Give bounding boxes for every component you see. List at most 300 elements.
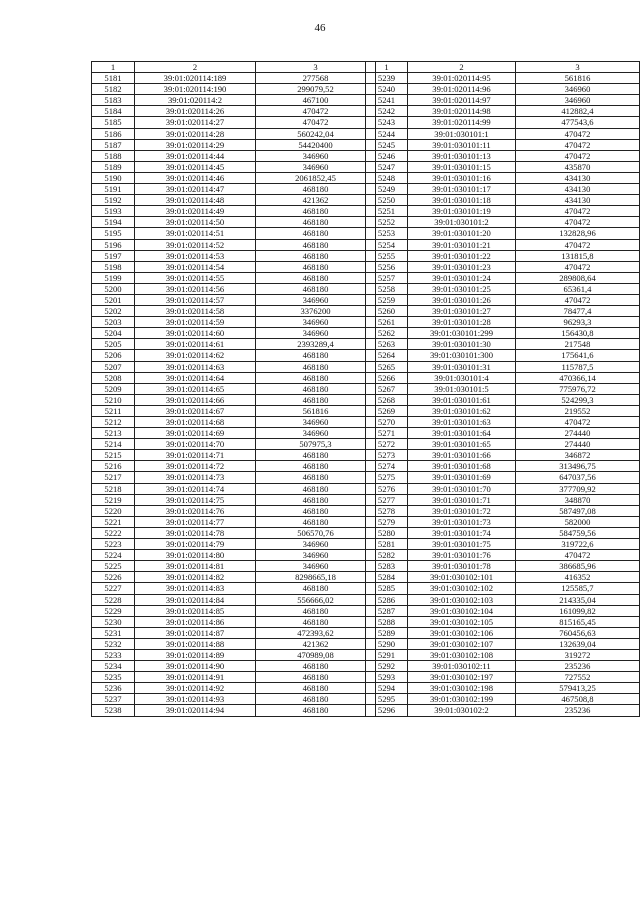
- value-cell: 468180: [256, 505, 376, 516]
- table-row: [366, 261, 640, 272]
- table-row: [92, 450, 376, 461]
- table-row: [366, 394, 640, 405]
- value-cell: 274440: [516, 439, 640, 450]
- cadastral-number-cell: 39:01:020114:76: [135, 505, 256, 516]
- row-number-cell: 5285: [366, 583, 408, 594]
- table-row: [366, 306, 640, 317]
- table-row: [366, 505, 640, 516]
- row-number-cell: 5273: [366, 450, 408, 461]
- value-cell: 277568: [256, 73, 376, 84]
- value-cell: 468180: [256, 616, 376, 627]
- table-row: [92, 483, 376, 494]
- row-number-cell: 5183: [92, 95, 135, 106]
- cadastral-number-cell: 39:01:030101:20: [408, 228, 516, 239]
- row-number-cell: 5291: [366, 649, 408, 660]
- table-row: [92, 527, 376, 538]
- table-row: [92, 583, 376, 594]
- value-cell: 468180: [256, 361, 376, 372]
- table-row: [366, 561, 640, 572]
- value-cell: 477543,6: [516, 117, 640, 128]
- table-row: [366, 583, 640, 594]
- table-row: [366, 350, 640, 361]
- value-cell: 524299,3: [516, 394, 640, 405]
- row-number-cell: 5274: [366, 461, 408, 472]
- row-number-cell: 5230: [92, 616, 135, 627]
- value-cell: 468180: [256, 261, 376, 272]
- cadastral-number-cell: 39:01:030101:1: [408, 128, 516, 139]
- table-row: [366, 283, 640, 294]
- table-row: [366, 73, 640, 84]
- row-number-cell: 5205: [92, 339, 135, 350]
- table-row: [92, 705, 376, 716]
- left-table: [91, 61, 376, 717]
- table-row: [366, 317, 640, 328]
- row-number-cell: 5218: [92, 483, 135, 494]
- value-cell: 470472: [256, 106, 376, 117]
- row-number-cell: 5181: [92, 73, 135, 84]
- row-number-cell: 5233: [92, 649, 135, 660]
- table-row: [92, 283, 376, 294]
- value-cell: 65361,4: [516, 283, 640, 294]
- table-row: [92, 139, 376, 150]
- row-number-cell: 5220: [92, 505, 135, 516]
- value-cell: 561816: [256, 405, 376, 416]
- cadastral-number-cell: 39:01:020114:28: [135, 128, 256, 139]
- cadastral-number-cell: 39:01:020114:70: [135, 439, 256, 450]
- table-row: [366, 383, 640, 394]
- value-cell: 319272: [516, 649, 640, 660]
- table-row: [92, 328, 376, 339]
- value-cell: 96293,3: [516, 317, 640, 328]
- value-cell: 470366,14: [516, 372, 640, 383]
- row-number-cell: 5278: [366, 505, 408, 516]
- cadastral-number-cell: 39:01:030101:31: [408, 361, 516, 372]
- row-number-cell: 5264: [366, 350, 408, 361]
- cadastral-number-cell: 39:01:030101:78: [408, 561, 516, 572]
- value-cell: 115787,5: [516, 361, 640, 372]
- row-number-cell: 5188: [92, 150, 135, 161]
- row-number-cell: 5243: [366, 117, 408, 128]
- table-row: [366, 661, 640, 672]
- value-cell: 346960: [256, 328, 376, 339]
- row-number-cell: 5239: [366, 73, 408, 84]
- value-cell: 131815,8: [516, 250, 640, 261]
- table-row: [366, 95, 640, 106]
- cadastral-number-cell: 39:01:030101:25: [408, 283, 516, 294]
- cadastral-number-cell: 39:01:020114:93: [135, 694, 256, 705]
- value-cell: 2061852,45: [256, 172, 376, 183]
- value-cell: 434130: [516, 184, 640, 195]
- row-number-cell: 5198: [92, 261, 135, 272]
- row-number-cell: 5292: [366, 661, 408, 672]
- value-cell: 468180: [256, 217, 376, 228]
- value-cell: 468180: [256, 694, 376, 705]
- table-row: [366, 184, 640, 195]
- table-row: [92, 627, 376, 638]
- row-number-cell: 5234: [92, 661, 135, 672]
- cadastral-number-cell: 39:01:020114:49: [135, 206, 256, 217]
- column-header: 3: [516, 62, 640, 73]
- row-number-cell: 5294: [366, 683, 408, 694]
- row-number-cell: 5223: [92, 539, 135, 550]
- cadastral-number-cell: 39:01:030102:106: [408, 627, 516, 638]
- table-row: [366, 672, 640, 683]
- value-cell: 274440: [516, 428, 640, 439]
- table-row: [366, 161, 640, 172]
- row-number-cell: 5288: [366, 616, 408, 627]
- cadastral-number-cell: 39:01:030101:21: [408, 239, 516, 250]
- cadastral-number-cell: 39:01:030102:11: [408, 661, 516, 672]
- row-number-cell: 5200: [92, 283, 135, 294]
- cadastral-number-cell: 39:01:030101:72: [408, 505, 516, 516]
- cadastral-number-cell: 39:01:020114:2: [135, 95, 256, 106]
- cadastral-number-cell: 39:01:030102:198: [408, 683, 516, 694]
- value-cell: 346872: [516, 450, 640, 461]
- value-cell: 467100: [256, 95, 376, 106]
- table-row: [92, 683, 376, 694]
- table-row: [92, 339, 376, 350]
- value-cell: 319722,6: [516, 539, 640, 550]
- value-cell: 470472: [516, 150, 640, 161]
- table-row: [92, 150, 376, 161]
- row-number-cell: 5246: [366, 150, 408, 161]
- row-number-cell: 5250: [366, 195, 408, 206]
- value-cell: 421362: [256, 638, 376, 649]
- row-number-cell: 5224: [92, 550, 135, 561]
- table-row: [92, 84, 376, 95]
- table-row: [92, 439, 376, 450]
- table-row: [366, 461, 640, 472]
- row-number-cell: 5227: [92, 583, 135, 594]
- row-number-cell: 5251: [366, 206, 408, 217]
- table-row: [366, 328, 640, 339]
- cadastral-number-cell: 39:01:030102:199: [408, 694, 516, 705]
- value-cell: 132828,96: [516, 228, 640, 239]
- table-row: [92, 272, 376, 283]
- value-cell: 468180: [256, 206, 376, 217]
- cadastral-number-cell: 39:01:020114:26: [135, 106, 256, 117]
- row-number-cell: 5232: [92, 638, 135, 649]
- row-number-cell: 5268: [366, 394, 408, 405]
- row-number-cell: 5187: [92, 139, 135, 150]
- row-number-cell: 5293: [366, 672, 408, 683]
- row-number-cell: 5286: [366, 594, 408, 605]
- value-cell: 468180: [256, 583, 376, 594]
- table-row: [366, 172, 640, 183]
- value-cell: 468180: [256, 228, 376, 239]
- table-row: [366, 206, 640, 217]
- table-row: [366, 649, 640, 660]
- row-number-cell: 5216: [92, 461, 135, 472]
- table-row: [366, 250, 640, 261]
- value-cell: 470472: [516, 261, 640, 272]
- table-row: [366, 417, 640, 428]
- value-cell: 507975,3: [256, 439, 376, 450]
- value-cell: 217548: [516, 339, 640, 350]
- column-header: 1: [92, 62, 135, 73]
- table-row: [92, 172, 376, 183]
- table-row: [92, 317, 376, 328]
- right-table: [365, 61, 640, 717]
- row-number-cell: 5207: [92, 361, 135, 372]
- cadastral-number-cell: 39:01:020114:94: [135, 705, 256, 716]
- cadastral-number-cell: 39:01:030101:65: [408, 439, 516, 450]
- cadastral-number-cell: 39:01:020114:85: [135, 605, 256, 616]
- value-cell: 470472: [516, 239, 640, 250]
- cadastral-number-cell: 39:01:020114:58: [135, 306, 256, 317]
- cadastral-number-cell: 39:01:030101:24: [408, 272, 516, 283]
- value-cell: 470472: [516, 128, 640, 139]
- cadastral-number-cell: 39:01:020114:56: [135, 283, 256, 294]
- row-number-cell: 5289: [366, 627, 408, 638]
- row-number-cell: 5296: [366, 705, 408, 716]
- cadastral-number-cell: 39:01:020114:59: [135, 317, 256, 328]
- value-cell: 346960: [516, 95, 640, 106]
- row-number-cell: 5182: [92, 84, 135, 95]
- value-cell: 468180: [256, 472, 376, 483]
- table-row: [366, 150, 640, 161]
- table-row: [366, 339, 640, 350]
- cadastral-number-cell: 39:01:030102:2: [408, 705, 516, 716]
- value-cell: 468180: [256, 283, 376, 294]
- table-row: [366, 405, 640, 416]
- cadastral-number-cell: 39:01:030102:108: [408, 649, 516, 660]
- cadastral-number-cell: 39:01:030101:74: [408, 527, 516, 538]
- row-number-cell: 5295: [366, 694, 408, 705]
- value-cell: 219552: [516, 405, 640, 416]
- cadastral-number-cell: 39:01:020114:44: [135, 150, 256, 161]
- row-number-cell: 5276: [366, 483, 408, 494]
- row-number-cell: 5237: [92, 694, 135, 705]
- row-number-cell: 5189: [92, 161, 135, 172]
- row-number-cell: 5217: [92, 472, 135, 483]
- table-row: [92, 184, 376, 195]
- value-cell: 125585,7: [516, 583, 640, 594]
- row-number-cell: 5249: [366, 184, 408, 195]
- cadastral-number-cell: 39:01:020114:81: [135, 561, 256, 572]
- table-row: [92, 649, 376, 660]
- row-number-cell: 5277: [366, 494, 408, 505]
- cadastral-number-cell: 39:01:020114:96: [408, 84, 516, 95]
- cadastral-number-cell: 39:01:030102:105: [408, 616, 516, 627]
- row-number-cell: 5242: [366, 106, 408, 117]
- value-cell: 434130: [516, 172, 640, 183]
- cadastral-number-cell: 39:01:020114:90: [135, 661, 256, 672]
- cadastral-number-cell: 39:01:020114:99: [408, 117, 516, 128]
- row-number-cell: 5283: [366, 561, 408, 572]
- table-row: [92, 661, 376, 672]
- row-number-cell: 5245: [366, 139, 408, 150]
- value-cell: 3376200: [256, 306, 376, 317]
- row-number-cell: 5241: [366, 95, 408, 106]
- cadastral-number-cell: 39:01:030101:15: [408, 161, 516, 172]
- table-row: [366, 217, 640, 228]
- value-cell: 346960: [256, 561, 376, 572]
- row-number-cell: 5184: [92, 106, 135, 117]
- cadastral-number-cell: 39:01:020114:74: [135, 483, 256, 494]
- cadastral-number-cell: 39:01:020114:50: [135, 217, 256, 228]
- table-row: [366, 683, 640, 694]
- value-cell: 132639,04: [516, 638, 640, 649]
- row-number-cell: 5257: [366, 272, 408, 283]
- row-number-cell: 5194: [92, 217, 135, 228]
- table-row: [92, 405, 376, 416]
- row-number-cell: 5212: [92, 417, 135, 428]
- cadastral-number-cell: 39:01:030102:103: [408, 594, 516, 605]
- cadastral-number-cell: 39:01:020114:54: [135, 261, 256, 272]
- cadastral-number-cell: 39:01:030101:26: [408, 294, 516, 305]
- row-number-cell: 5226: [92, 572, 135, 583]
- row-number-cell: 5228: [92, 594, 135, 605]
- value-cell: 775976,72: [516, 383, 640, 394]
- row-number-cell: 5287: [366, 605, 408, 616]
- value-cell: 346960: [256, 161, 376, 172]
- cadastral-number-cell: 39:01:030101:4: [408, 372, 516, 383]
- table-row: [92, 217, 376, 228]
- value-cell: 727552: [516, 672, 640, 683]
- cadastral-number-cell: 39:01:020114:64: [135, 372, 256, 383]
- table-row: [92, 95, 376, 106]
- cadastral-number-cell: 39:01:020114:95: [408, 73, 516, 84]
- value-cell: 299079,52: [256, 84, 376, 95]
- cadastral-number-cell: 39:01:030101:23: [408, 261, 516, 272]
- cadastral-number-cell: 39:01:020114:52: [135, 239, 256, 250]
- cadastral-number-cell: 39:01:020114:87: [135, 627, 256, 638]
- row-number-cell: 5210: [92, 394, 135, 405]
- table-row: [92, 106, 376, 117]
- value-cell: 560242,04: [256, 128, 376, 139]
- row-number-cell: 5201: [92, 294, 135, 305]
- table-row: [92, 505, 376, 516]
- row-number-cell: 5280: [366, 527, 408, 538]
- cadastral-number-cell: 39:01:020114:29: [135, 139, 256, 150]
- row-number-cell: 5197: [92, 250, 135, 261]
- cadastral-number-cell: 39:01:020114:47: [135, 184, 256, 195]
- value-cell: 386685,96: [516, 561, 640, 572]
- row-number-cell: 5185: [92, 117, 135, 128]
- table-row: [366, 128, 640, 139]
- value-cell: 470472: [516, 417, 640, 428]
- row-number-cell: 5253: [366, 228, 408, 239]
- cadastral-number-cell: 39:01:020114:62: [135, 350, 256, 361]
- value-cell: 346960: [256, 428, 376, 439]
- cadastral-number-cell: 39:01:020114:78: [135, 527, 256, 538]
- table-row: [92, 117, 376, 128]
- table-row: [92, 572, 376, 583]
- column-header: 3: [256, 62, 376, 73]
- row-number-cell: 5248: [366, 172, 408, 183]
- row-number-cell: 5190: [92, 172, 135, 183]
- table-row: [92, 383, 376, 394]
- table-row: [366, 616, 640, 627]
- cadastral-number-cell: 39:01:020114:63: [135, 361, 256, 372]
- table-row: [366, 638, 640, 649]
- cadastral-number-cell: 39:01:030101:2: [408, 217, 516, 228]
- value-cell: 468180: [256, 239, 376, 250]
- table-row: [92, 372, 376, 383]
- row-number-cell: 5256: [366, 261, 408, 272]
- table-row: [92, 561, 376, 572]
- cadastral-number-cell: 39:01:020114:98: [408, 106, 516, 117]
- value-cell: 2393289,4: [256, 339, 376, 350]
- value-cell: 470472: [516, 206, 640, 217]
- row-number-cell: 5290: [366, 638, 408, 649]
- cadastral-number-cell: 39:01:020114:67: [135, 405, 256, 416]
- cadastral-number-cell: 39:01:030102:102: [408, 583, 516, 594]
- table-row: [92, 73, 376, 84]
- table-row: [92, 239, 376, 250]
- cadastral-number-cell: 39:01:030102:107: [408, 638, 516, 649]
- cadastral-number-cell: 39:01:030101:300: [408, 350, 516, 361]
- row-number-cell: 5215: [92, 450, 135, 461]
- cadastral-number-cell: 39:01:020114:69: [135, 428, 256, 439]
- cadastral-number-cell: 39:01:020114:189: [135, 73, 256, 84]
- value-cell: 346960: [256, 539, 376, 550]
- row-number-cell: 5231: [92, 627, 135, 638]
- row-number-cell: 5275: [366, 472, 408, 483]
- row-number-cell: 5244: [366, 128, 408, 139]
- value-cell: 377709,92: [516, 483, 640, 494]
- row-number-cell: 5269: [366, 405, 408, 416]
- value-cell: 468180: [256, 672, 376, 683]
- value-cell: 468180: [256, 450, 376, 461]
- row-number-cell: 5261: [366, 317, 408, 328]
- table-row: [92, 294, 376, 305]
- row-number-cell: 5196: [92, 239, 135, 250]
- value-cell: 175641,6: [516, 350, 640, 361]
- cadastral-number-cell: 39:01:020114:75: [135, 494, 256, 505]
- value-cell: 54420400: [256, 139, 376, 150]
- value-cell: 468180: [256, 494, 376, 505]
- table-row: [92, 161, 376, 172]
- row-number-cell: 5259: [366, 294, 408, 305]
- row-number-cell: 5284: [366, 572, 408, 583]
- row-number-cell: 5263: [366, 339, 408, 350]
- cadastral-number-cell: 39:01:030102:104: [408, 605, 516, 616]
- table-row: [92, 306, 376, 317]
- cadastral-number-cell: 39:01:020114:84: [135, 594, 256, 605]
- value-cell: 346960: [256, 294, 376, 305]
- row-number-cell: 5238: [92, 705, 135, 716]
- table-row: [92, 250, 376, 261]
- row-number-cell: 5262: [366, 328, 408, 339]
- row-number-cell: 5195: [92, 228, 135, 239]
- value-cell: 421362: [256, 195, 376, 206]
- cadastral-number-cell: 39:01:020114:72: [135, 461, 256, 472]
- table-row: [366, 239, 640, 250]
- table-row: [92, 428, 376, 439]
- row-number-cell: 5213: [92, 428, 135, 439]
- row-number-cell: 5235: [92, 672, 135, 683]
- value-cell: 579413,25: [516, 683, 640, 694]
- value-cell: 468180: [256, 184, 376, 195]
- value-cell: 468180: [256, 483, 376, 494]
- row-number-cell: 5270: [366, 417, 408, 428]
- row-number-cell: 5208: [92, 372, 135, 383]
- cadastral-number-cell: 39:01:020114:92: [135, 683, 256, 694]
- table-row: [366, 117, 640, 128]
- cadastral-number-cell: 39:01:020114:45: [135, 161, 256, 172]
- value-cell: 760456,63: [516, 627, 640, 638]
- row-number-cell: 5204: [92, 328, 135, 339]
- value-cell: 346960: [516, 84, 640, 95]
- value-cell: 235236: [516, 705, 640, 716]
- page-number: 46: [314, 22, 326, 34]
- value-cell: 346960: [256, 550, 376, 561]
- value-cell: 8298665,18: [256, 572, 376, 583]
- row-number-cell: 5192: [92, 195, 135, 206]
- cadastral-number-cell: 39:01:020114:66: [135, 394, 256, 405]
